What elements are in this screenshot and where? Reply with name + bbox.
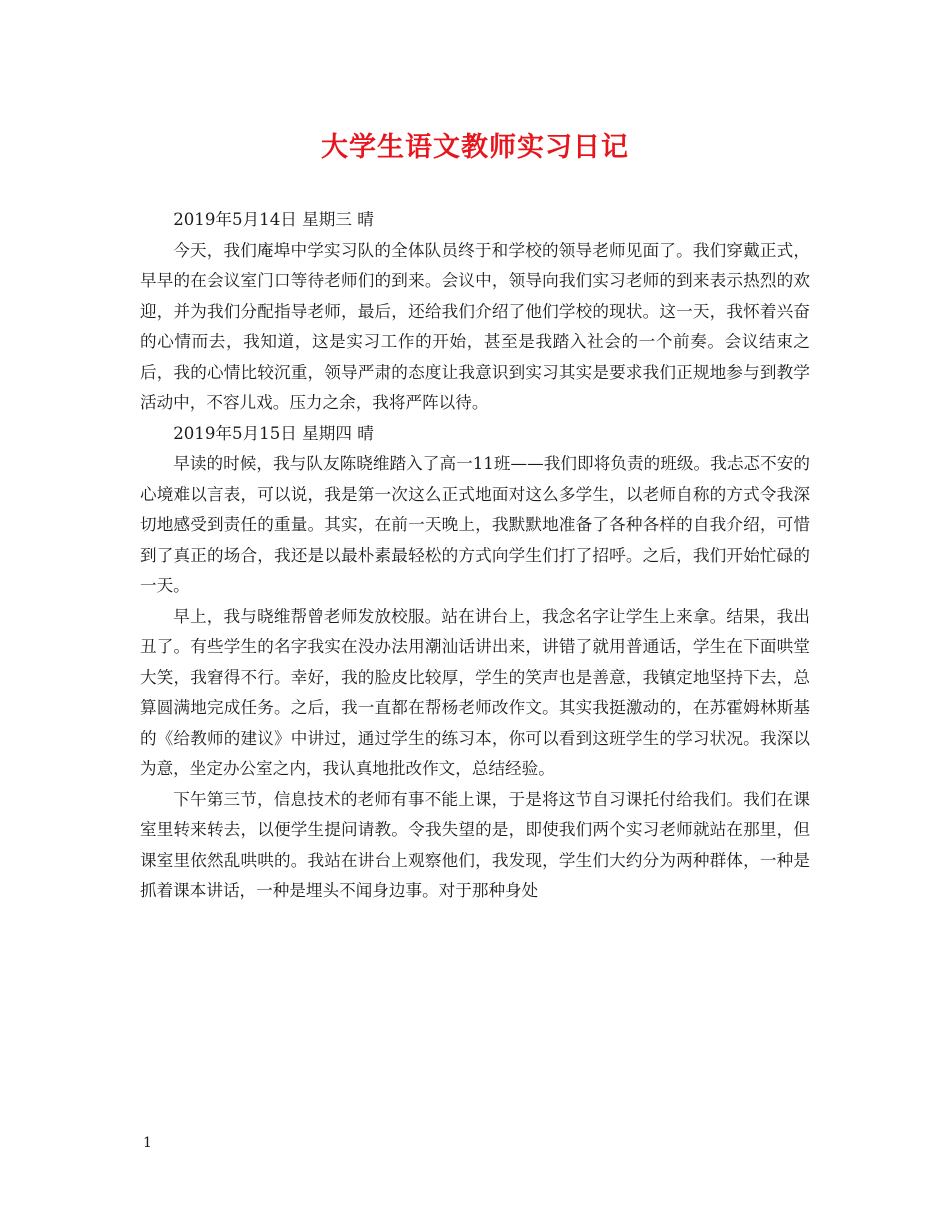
document-title: 大学生语文教师实习日记 xyxy=(321,132,629,163)
entry-paragraph: 早上，我与晓维帮曾老师发放校服。站在讲台上，我念名字让学生上来拿。结果，我出丑了。有些学生的名字我实在没办法用潮汕话讲出来，讲错了就用普通话，学生在下面哄堂大笑，我窘得不行。幸好，我的脸皮比较厚，学生的笑声也是善意，我镇定地坚持下去，总算圆满地完成任务。之后，我一直都在帮杨老师改作文。其实我挺激动的，在苏霍姆林斯基的《给教师的建议》中讲过，通过学生的练习本，你可以看到这班学生的学习状况。我深以为意，坐定办公室之内，我认真地批改作文，总结经验。 xyxy=(140,606,810,778)
entry-paragraph: 今天，我们庵埠中学实习队的全体队员终于和学校的领导老师见面了。我们穿戴正式，早早的在会议室门口等待老师们的到来。会议中，领导向我们实习老师的到来表示热烈的欢迎，并为我们分配指导老师，最后，还给我们介绍了他们学校的现状。这一天，我怀着兴奋的心情而去，我知道，这是实习工作的开始，甚至是我踏入社会的一个前奏。会议结束之后，我的心情比较沉重，领导严肃的态度让我意识到实习其实是要求我们正规地参与到教学活动中，不容儿戏。压力之余，我将严阵以待。 xyxy=(140,240,810,412)
entry-date: 2019年5月14日 星期三 晴 xyxy=(173,210,374,229)
entry-date: 2019年5月15日 星期四 晴 xyxy=(173,423,374,443)
entry-paragraph: 下午第三节，信息技术的老师有事不能上课，于是将这节自习课托付给我们。我们在课室里转来转去，以便学生提问请教。令我失望的是，即使我们两个实习老师就站在那里，但课室里依然乱哄哄的。我站在讲台上观察他们，我发现，学生们大约分为两种群体，一种是抓着课本讲话，一种是埋头不闻身边事。对于那种身处 xyxy=(140,789,810,900)
page-number: 1 xyxy=(143,1135,152,1151)
document-body xyxy=(140,205,810,907)
entry-paragraph: 早读的时候，我与队友陈晓维踏入了高一11班——我们即将负责的班级。我忐忑不安的心境难以言表，可以说，我是第一次这么正式地面对这么多学生，以老师自称的方式令我深切地感受到责任的重量。其实，在前一天晚上，我默默地准备了各种各样的自我介绍，可惜到了真正的场合，我还是以最朴素最轻松的方式向学生们打了招呼。之后，我们开始忙碌的一天。 xyxy=(140,454,810,595)
